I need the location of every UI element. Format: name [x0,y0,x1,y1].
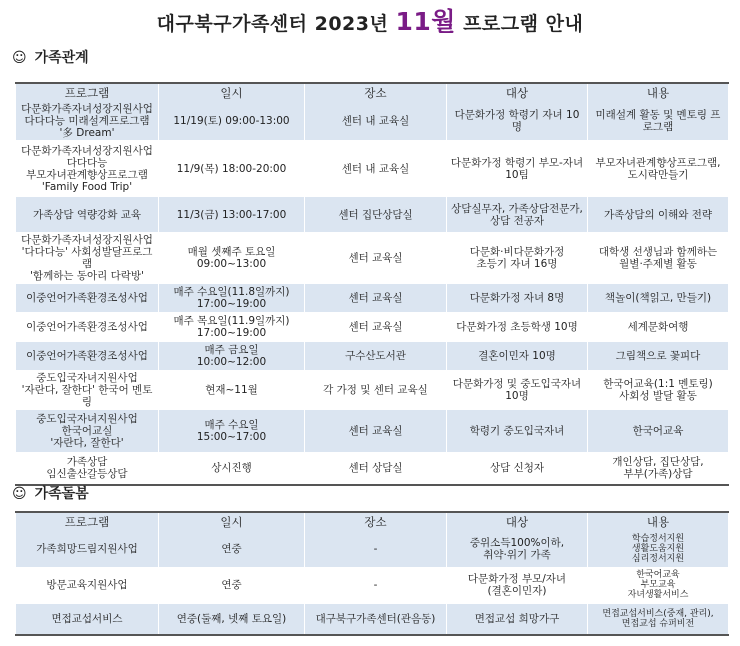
datetime-cell: 매주 목요일(11.9일까지) 17:00~19:00 [159,313,305,342]
section-title-text: 가족관계 [34,50,89,66]
content-cell: 세계문화여행 [588,313,729,342]
content-cell: 한국어교육(1:1 멘토링) 사회성 발달 활동 [588,371,729,410]
datetime-cell: 연중 [159,531,305,567]
content-cell: 책놀이(책읽고, 만들기) [588,284,729,313]
title-month: 11월 [395,7,456,36]
place-cell: 센터 교육실 [305,284,447,313]
datetime-cell: 상시진행 [159,453,305,485]
content-cell: 한국어교육 [588,410,729,453]
program-cell: 중도입국자녀지원사업 한국어교실 '자란다, 잘한다' [16,410,159,453]
section-title-family-relations [12,47,89,67]
place-cell: 센터 교육실 [305,410,447,453]
datetime-cell: 매주 수요일(11.8일까지) 17:00~19:00 [159,284,305,313]
place-cell: 센터 교육실 [305,313,447,342]
datetime-cell: 연중 [159,567,305,603]
smiley-icon: ☺ [12,50,27,66]
place-cell: 센터 내 교육실 [305,102,447,141]
table-row [16,233,729,284]
place-cell: 각 가정 및 센터 교육실 [305,371,447,410]
table-row [16,197,729,233]
column-header-content: 내용 [588,83,729,102]
table-row [16,567,729,603]
target-cell: 다문화가정 학령기 자녀 10명 [447,102,588,141]
target-cell: 다문화가정 학령기 부모-자녀 10팀 [447,141,588,197]
table-row [16,410,729,453]
column-header-datetime: 일시 [159,512,305,531]
program-cell: 다문화가족자녀성장지원사업 다다다능 미래설계프로그램 '多 Dream' [16,102,159,141]
target-cell: 다문화·비다문화가정 초등기 자녀 16명 [447,233,588,284]
smiley-icon: ☺ [12,486,27,502]
datetime-cell: 11/9(목) 18:00-20:00 [159,141,305,197]
target-cell: 다문화가정 초등학생 10명 [447,313,588,342]
program-cell: 이중언어가족환경조성사업 [16,284,159,313]
content-cell: 그림책으로 꽃피다 [588,342,729,371]
column-header-place: 장소 [305,83,447,102]
datetime-cell: 11/19(토) 09:00-13:00 [159,102,305,141]
column-header-place: 장소 [305,512,447,531]
table-row [16,141,729,197]
table-row [16,102,729,141]
content-cell: 개인상담, 집단상담, 부부(가족)상담 [588,453,729,485]
family-care-table [15,511,729,636]
section-title-text: 가족돌봄 [34,486,89,502]
target-cell: 중위소득100%이하, 취약·위기 가족 [447,531,588,567]
column-header-datetime: 일시 [159,83,305,102]
content-cell: 부모자녀관계향상프로그램, 도시락만들기 [588,141,729,197]
column-header-program: 프로그램 [16,83,159,102]
column-header-target: 대상 [447,512,588,531]
table-row [16,342,729,371]
place-cell: 구수산도서관 [305,342,447,371]
program-cell: 가족상담 임신출산갈등상담 [16,453,159,485]
datetime-cell: 현재~11월 [159,371,305,410]
content-cell: 한국어교육 부모교육 자녀생활서비스 [588,567,729,603]
target-cell: 다문화가정 및 중도입국자녀 10명 [447,371,588,410]
content-cell: 미래설계 활동 및 멘토링 프로그램 [588,102,729,141]
place-cell: 대구북구가족센터(관음동) [305,603,447,635]
page-title [0,2,740,38]
title-prefix: 대구북구가족센터 2023년 [156,13,389,35]
program-cell: 면접교섭서비스 [16,603,159,635]
target-cell: 상담실무자, 가족상담전문가, 상담 전공자 [447,197,588,233]
program-cell: 이중언어가족환경조성사업 [16,342,159,371]
datetime-cell: 매월 셋째주 토요일 09:00~13:00 [159,233,305,284]
place-cell: 센터 교육실 [305,233,447,284]
place-cell: - [305,567,447,603]
content-cell: 가족상담의 이해와 전략 [588,197,729,233]
table-row [16,531,729,567]
column-header-target: 대상 [447,83,588,102]
target-cell: 결혼이민자 10명 [447,342,588,371]
target-cell: 면접교섭 희망가구 [447,603,588,635]
content-cell: 면접교섭서비스(중재, 관리), 면접교섭 슈퍼비전 [588,603,729,635]
column-header-program: 프로그램 [16,512,159,531]
program-cell: 가족희망드림지원사업 [16,531,159,567]
family-relations-table [15,82,729,486]
table-row [16,313,729,342]
place-cell: - [305,531,447,567]
program-cell: 중도입국자녀지원사업 '자란다, 잘한다' 한국어 멘토링 [16,371,159,410]
place-cell: 센터 집단상담실 [305,197,447,233]
content-cell: 학습정서지원 생활도움지원 심리정서지원 [588,531,729,567]
place-cell: 센터 상담실 [305,453,447,485]
content-cell: 대학생 선생님과 함께하는 월별·주제별 활동 [588,233,729,284]
datetime-cell: 매주 금요일 10:00~12:00 [159,342,305,371]
program-cell: 방문교육지원사업 [16,567,159,603]
datetime-cell: 매주 수요일 15:00~17:00 [159,410,305,453]
place-cell: 센터 내 교육실 [305,141,447,197]
table-row [16,453,729,485]
table-row [16,603,729,635]
title-suffix: 프로그램 안내 [463,13,584,35]
target-cell: 상담 신청자 [447,453,588,485]
datetime-cell: 11/3(금) 13:00-17:00 [159,197,305,233]
program-cell: 이중언어가족환경조성사업 [16,313,159,342]
table-header-row [16,83,729,102]
table-row [16,371,729,410]
target-cell: 다문화가정 자녀 8명 [447,284,588,313]
datetime-cell: 연중(둘째, 넷째 토요일) [159,603,305,635]
program-cell: 다문화가족자녀성장지원사업 다다다능 부모자녀관계향상프로그램 'Family Food Trip' [16,141,159,197]
column-header-content: 내용 [588,512,729,531]
target-cell: 다문화가정 부모/자녀 (결혼이민자) [447,567,588,603]
table-header-row [16,512,729,531]
target-cell: 학령기 중도입국자녀 [447,410,588,453]
table-row [16,284,729,313]
section-title-family-care [12,483,89,503]
program-cell: 가족상담 역량강화 교육 [16,197,159,233]
program-cell: 다문화가족자녀성장지원사업 '다다다능' 사회성발달프로그램 '함께하는 동아리 다락방' [16,233,159,284]
